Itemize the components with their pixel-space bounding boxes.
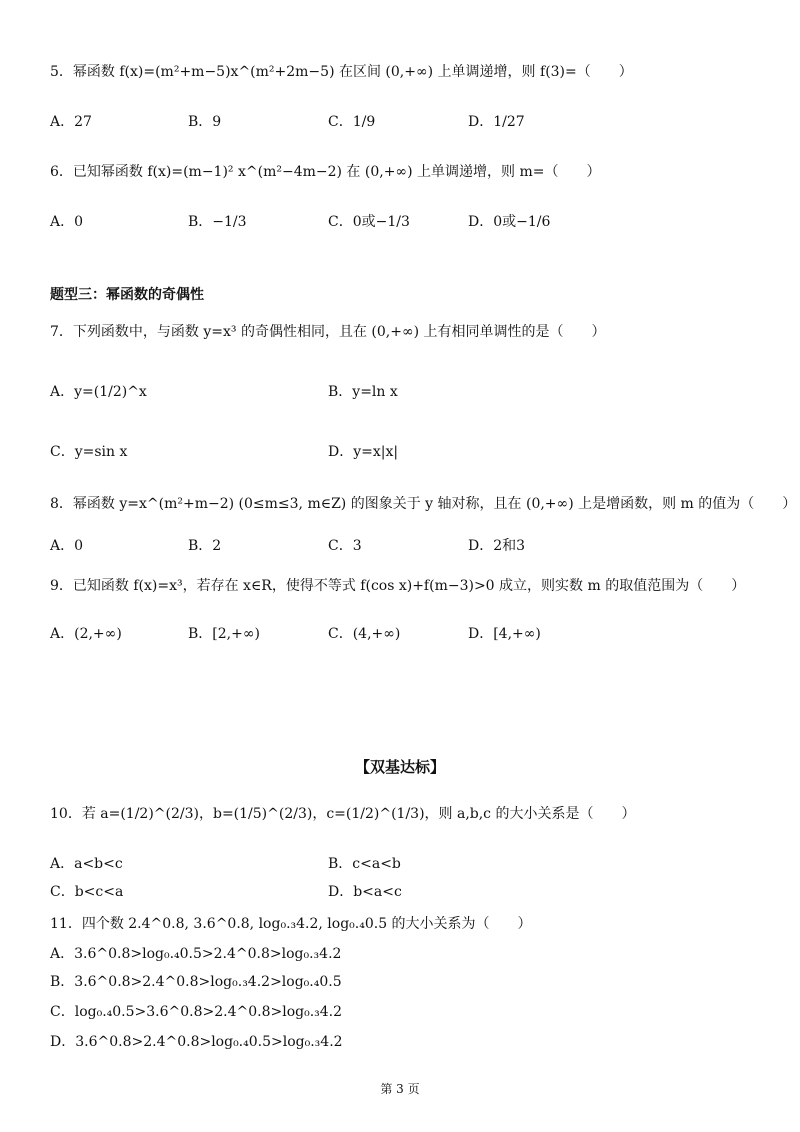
q9-option-b: B．[2,+∞) (188, 626, 260, 642)
q9-option-a: A．(2,+∞) (50, 626, 122, 642)
q10-option-a: A．a<b<c (50, 856, 123, 872)
q5-option-c: C．1/9 (328, 114, 376, 130)
section-title: 【双基达标】 (354, 758, 445, 776)
question-7: 7．下列函数中，与函数 y=x³ 的奇偶性相同，且在 (0,+∞) 上有相同单调性的是（ ） (50, 324, 606, 340)
q10-option-d: D．b<a<c (328, 884, 402, 900)
q8-option-d: D．2和3 (468, 538, 526, 554)
question-10: 10．若 a=(1/2)^(2/3)，b=(1/5)^(2/3)，c=(1/2)^(1/3)，则 a,b,c 的大小关系是（ ） (50, 806, 636, 822)
question-11: 11．四个数 2.4^0.8, 3.6^0.8, log₀.₃4.2, log₀.₄0.5 的大小关系为（ ） (50, 916, 532, 932)
q11-option-d: D．3.6^0.8>2.4^0.8>log₀.₄0.5>log₀.₃4.2 (50, 1034, 343, 1050)
question-6: 6．已知幂函数 f(x)=(m−1)² x^(m²−4m−2) 在 (0,+∞) 上单调递增，则 m=（ ） (50, 164, 601, 180)
question-9: 9．已知函数 f(x)=x³，若存在 x∈R，使得不等式 f(cos x)+f(m−3)>0 成立，则实数 m 的取值范围为（ ） (50, 578, 746, 594)
q7-option-c: C．y=sin x (50, 444, 128, 460)
q6-option-a: A．0 (50, 214, 84, 230)
q8-option-c: C．3 (328, 538, 362, 554)
q5-option-d: D．1/27 (468, 114, 525, 130)
page-number: 第 3 页 (380, 1082, 420, 1096)
q11-option-c: C．log₀.₄0.5>3.6^0.8>2.4^0.8>log₀.₃4.2 (50, 1004, 343, 1020)
q5-option-a: A．27 (50, 114, 92, 130)
question-5: 5．幂函数 f(x)=(m²+m−5)x^(m²+2m−5) 在区间 (0,+∞) 上单调递增，则 f(3)=（ ） (50, 64, 633, 80)
q5-option-b: B．9 (188, 114, 222, 130)
q6-option-d: D．0或−1/6 (468, 214, 551, 230)
q9-option-d: D．[4,+∞) (468, 626, 541, 642)
q6-option-b: B．−1/3 (188, 214, 247, 230)
section-heading: 题型三：幂函数的奇偶性 (50, 287, 204, 303)
q7-option-d: D．y=x|x| (328, 444, 399, 460)
q10-option-b: B．c<a<b (328, 856, 401, 872)
q7-option-a: A．y=(1/2)^x (50, 384, 147, 400)
q9-option-c: C．(4,+∞) (328, 626, 401, 642)
q7-option-b: B．y=ln x (328, 384, 398, 400)
q6-option-c: C．0或−1/3 (328, 214, 410, 230)
q8-option-a: A．0 (50, 538, 84, 554)
q10-option-c: C．b<c<a (50, 884, 124, 900)
question-8: 8．幂函数 y=x^(m²+m−2) (0≤m≤3, m∈Z) 的图象关于 y 轴对称，且在 (0,+∞) 上是增函数，则 m 的值为（ ） (50, 496, 797, 512)
q11-option-b: B．3.6^0.8>2.4^0.8>log₀.₃4.2>log₀.₄0.5 (50, 974, 342, 990)
q8-option-b: B．2 (188, 538, 222, 554)
q11-option-a: A．3.6^0.8>log₀.₄0.5>2.4^0.8>log₀.₃4.2 (50, 946, 342, 962)
